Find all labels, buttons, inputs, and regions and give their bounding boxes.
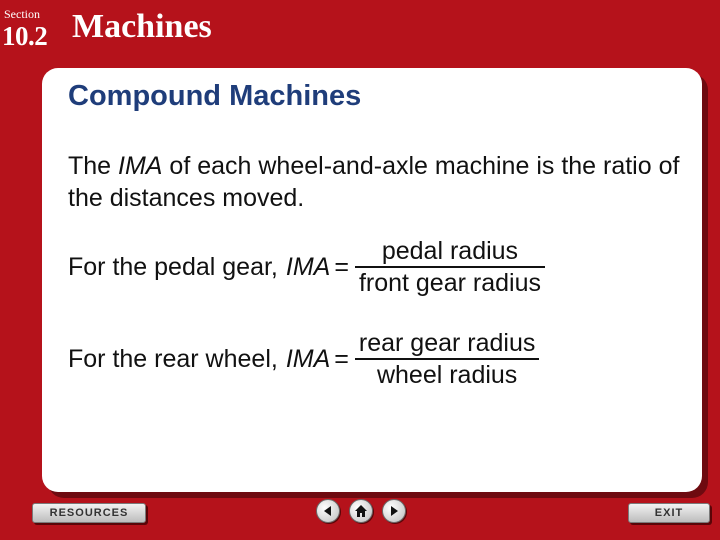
intro-text-end: of each wheel-and-axle machine is the ratio of the distances moved. bbox=[68, 152, 680, 212]
section-number: 10.2 bbox=[2, 21, 48, 51]
exit-button[interactable]: EXIT bbox=[628, 503, 710, 523]
arrow-left-icon bbox=[322, 505, 334, 517]
formula-rear-denominator: wheel radius bbox=[376, 361, 518, 389]
section-label: Section bbox=[4, 7, 40, 21]
formula-pedal-denominator: front gear radius bbox=[358, 269, 541, 297]
slide-subtitle: Compound Machines bbox=[68, 80, 362, 112]
intro-paragraph bbox=[68, 150, 688, 214]
formula-pedal-numerator: pedal radius bbox=[381, 237, 519, 265]
formula-pedal-lead: For the pedal gear, bbox=[68, 252, 278, 281]
home-button[interactable] bbox=[349, 499, 373, 523]
formula-rear-numerator: rear gear radius bbox=[358, 329, 536, 357]
chapter-title: Machines bbox=[72, 8, 212, 45]
formula-rear-ima: IMA bbox=[285, 344, 331, 373]
formula-rear-wheel bbox=[68, 328, 539, 390]
formula-pedal-equals: = bbox=[334, 252, 349, 281]
formula-pedal-fraction bbox=[355, 236, 545, 298]
formula-rear-equals: = bbox=[334, 344, 349, 373]
resources-button[interactable]: RESOURCES bbox=[32, 503, 146, 523]
intro-ima-term: IMA bbox=[118, 152, 163, 180]
home-icon bbox=[354, 504, 368, 518]
formula-pedal-gear bbox=[68, 236, 545, 298]
intro-text-start: The bbox=[68, 152, 119, 180]
formula-rear-fraction bbox=[355, 328, 539, 390]
formula-pedal-ima: IMA bbox=[285, 252, 331, 281]
formula-rear-lead: For the rear wheel, bbox=[68, 344, 278, 373]
arrow-right-icon bbox=[388, 505, 400, 517]
next-button[interactable] bbox=[382, 499, 406, 523]
previous-button[interactable] bbox=[316, 499, 340, 523]
